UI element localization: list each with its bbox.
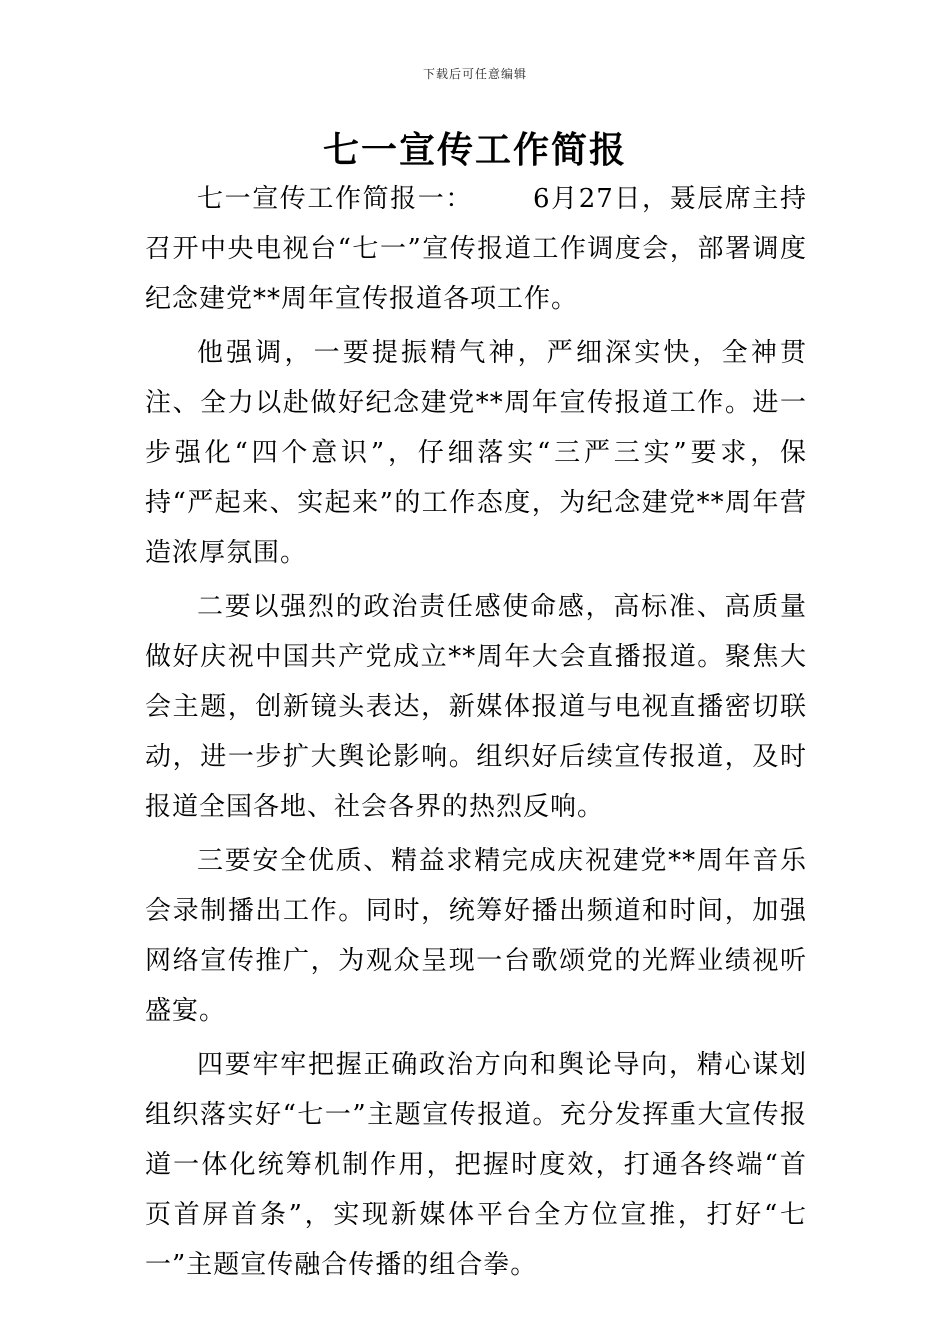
document-title: 七一宣传工作简报	[322, 129, 627, 171]
paragraph-2: 他强调，一要提振精气神，严细深实快，全神贯注、全力以赴做好纪念建党**周年宣传报道工作。进一步强化“四个意识”，仔细落实“三严三实”要求，保持“严起来、实起来”的工作态度，为纪念建党**周年营造浓厚氛围。	[145, 338, 807, 568]
paragraph-3: 二要以强烈的政治责任感使命感，高标准、高质量做好庆祝中国共产党成立**周年大会直播报道。聚焦大会主题，创新镜头表达，新媒体报道与电视直播密切联动，进一步扩大舆论影响。组织好后续宣传报道，及时报道全国各地、社会各界的热烈反响。	[145, 592, 807, 822]
paragraph-4: 三要安全优质、精益求精完成庆祝建党**周年音乐会录制播出工作。同时，统筹好播出频道和时间，加强网络宣传推广，为观众呈现一台歌颂党的光辉业绩视听盛宴。	[145, 846, 807, 1026]
document-body	[145, 174, 807, 1294]
paragraph-1-text: 6月27日，聂辰席主持召开中央电视台“七一”宣传报道工作调度会，部署调度纪念建党**周年宣传报道各项工作。	[145, 184, 807, 314]
header-note: 下载后可任意编辑	[422, 67, 527, 81]
paragraph-1	[145, 174, 807, 324]
intro-label: 七一宣传工作简报一：	[197, 184, 473, 214]
paragraph-5: 四要牢牢把握正确政治方向和舆论导向，精心谋划组织落实好“七一”主题宣传报道。充分发挥重大宣传报道一体化统筹机制作用，把握时度效，打通各终端“首页首屏首条”，实现新媒体平台全方位宣推，打好“七一”主题宣传融合传播的组合拳。	[145, 1050, 807, 1280]
